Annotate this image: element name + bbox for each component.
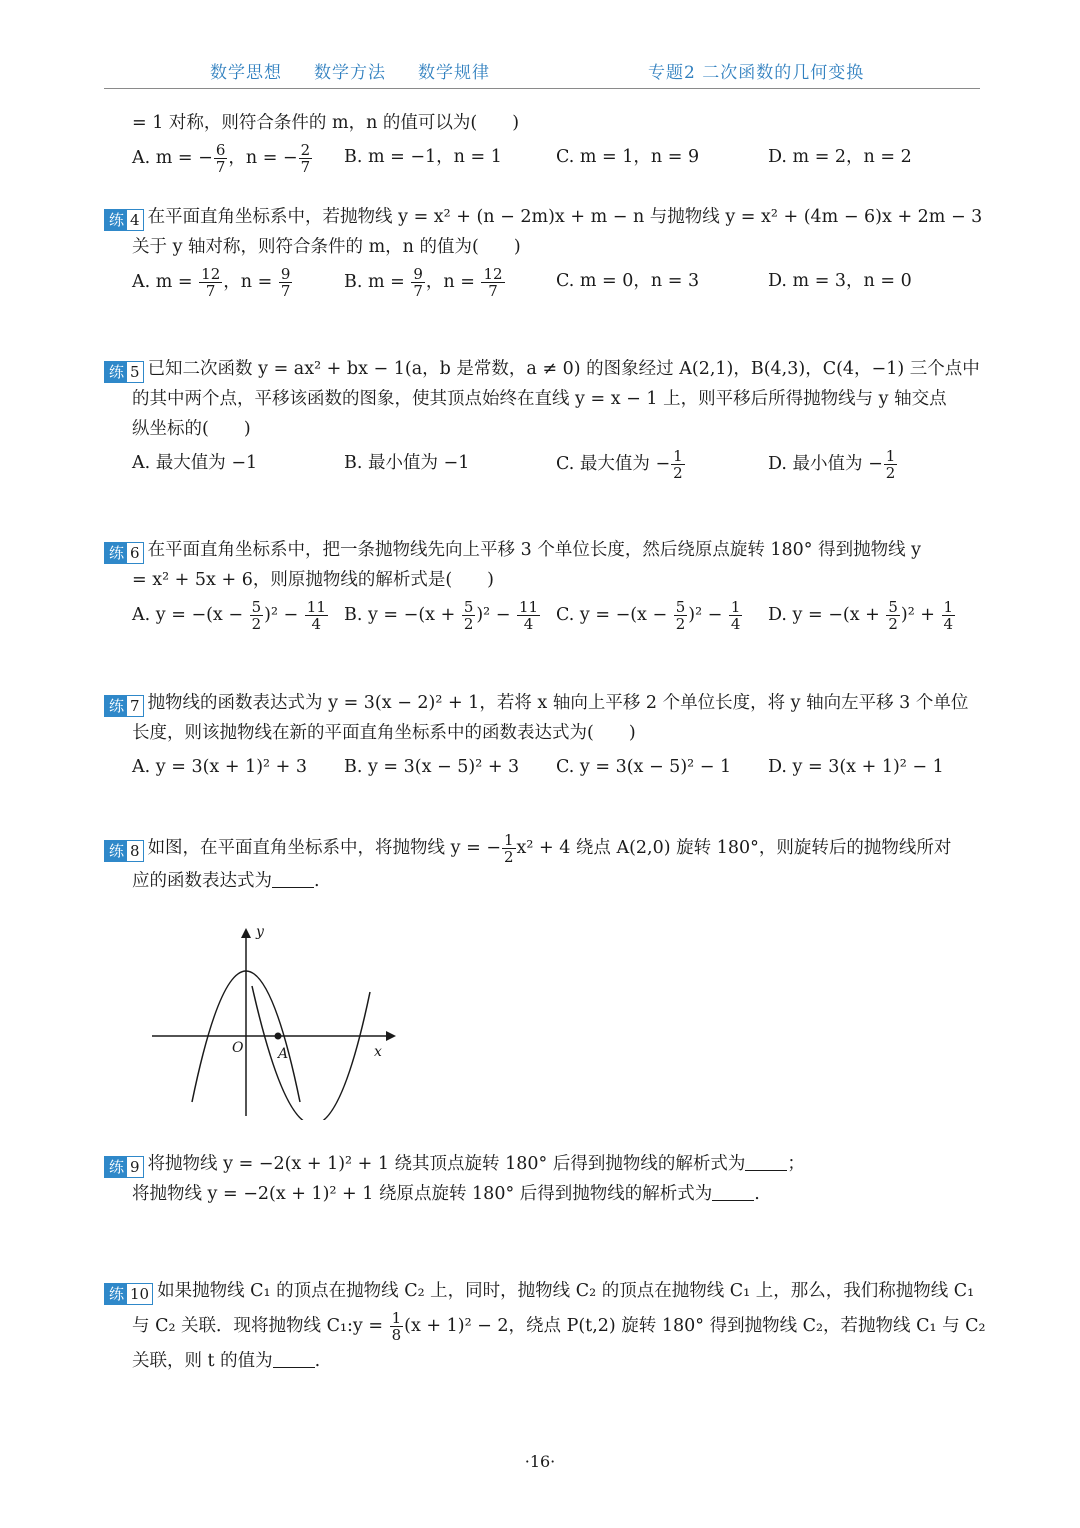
- answer-blank[interactable]: [712, 1182, 754, 1201]
- q5-option-b[interactable]: B. 最小值为 −1: [344, 453, 470, 473]
- question-5: [104, 354, 980, 490]
- q6-options: [132, 595, 980, 641]
- q7-option-d[interactable]: D. y = 3(x + 1)² − 1: [768, 757, 944, 777]
- q6-line-1: 在平面直角坐标系中，把一条抛物线先向上平移 3 个单位长度，然后绕原点旋转 180° 得到抛物线 y: [147, 540, 922, 560]
- q4-option-b[interactable]: B. m = $\frac{9}{7}$ ，n = $\frac{12}{7}$: [344, 265, 503, 300]
- q10-fraction: $\frac{1}{8}$: [391, 1309, 402, 1344]
- q8-line-2: 应的函数表达式为: [132, 871, 272, 891]
- exercise-tag: 练 7: [104, 695, 144, 717]
- q3-option-d[interactable]: D. m = 2，n = 2: [768, 147, 912, 167]
- q3-option-b[interactable]: B. m = −1，n = 1: [344, 147, 502, 167]
- q5-option-c[interactable]: C. 最大值为 − $\frac{1}{2}$: [556, 447, 683, 482]
- header-right: 专题2 二次函数的几何变换: [648, 63, 865, 83]
- q7-option-c[interactable]: C. y = 3(x − 5)² − 1: [556, 757, 732, 777]
- question-6: [104, 535, 980, 641]
- q4-option-d[interactable]: D. m = 3，n = 0: [768, 271, 912, 291]
- question-9: 练 9 将抛物线 y = −2(x + 1)² + 1 绕其顶点旋转 180° 后得到抛物线的解析式为 ； 将抛物线 y = −2(x + 1)² + 1 绕原点旋转 180° 后得到抛物线的解析式为 .: [104, 1149, 980, 1209]
- rotated-parabola: [252, 986, 370, 1120]
- y-axis-arrow: [241, 928, 251, 938]
- q3-option-c[interactable]: C. m = 1，n = 9: [556, 147, 700, 167]
- question-7: [104, 688, 980, 794]
- q6-line-2: = x² + 5x + 6，则原抛物线的解析式是( ): [132, 570, 494, 590]
- q4-line-2: 关于 y 轴对称，则符合条件的 m，n 的值为( ): [132, 237, 521, 257]
- header-left-2: 数学方法: [314, 63, 386, 83]
- exercise-tag: 练 5: [104, 361, 144, 383]
- q6-option-c[interactable]: C. y = −(x − $\frac{5}{2}$ )² − $\frac{1}{4}$: [556, 598, 741, 633]
- q7-line-1: 抛物线的函数表达式为 y = 3(x − 2)² + 1，若将 x 轴向上平移 2 个单位长度，将 y 轴向左平移 3 个单位: [147, 693, 969, 713]
- q8-line-1-pre: 如图，在平面直角坐标系中，将抛物线 y = −: [147, 838, 501, 858]
- x-label: x: [374, 1044, 382, 1060]
- q6-option-d[interactable]: D. y = −(x + $\frac{5}{2}$ )² + $\frac{1}{4}$: [768, 598, 954, 633]
- q8-figure: [140, 920, 410, 1120]
- q7-option-b[interactable]: B. y = 3(x − 5)² + 3: [344, 757, 520, 777]
- q7-option-a[interactable]: A. y = 3(x + 1)² + 3: [132, 757, 307, 777]
- exercise-tag: 练 10: [104, 1283, 153, 1305]
- question-8: 练 8 如图，在平面直角坐标系中，将抛物线 y = − $\frac{1}{2}$ x² + 4 绕点 A(2,0) 旋转 180°，则旋转后的抛物线所对 应的函数表达式为 .: [104, 830, 980, 896]
- exercise-tag: 练 4: [104, 209, 144, 231]
- answer-blank[interactable]: [272, 869, 314, 888]
- point-a: [275, 1033, 282, 1040]
- q4-line-1: 在平面直角坐标系中，若抛物线 y = x² + (n − 2m)x + m − n 与抛物线 y = x² + (4m − 6)x + 2m − 3: [147, 207, 983, 227]
- q5-option-a[interactable]: A. 最大值为 −1: [132, 453, 258, 473]
- y-label: y: [256, 924, 264, 940]
- q10-line-2-pre: 与 C₂ 关联．现将抛物线 C₁:y =: [132, 1316, 389, 1336]
- q3-option-a[interactable]: A. m = − $\frac{6}{7}$ ，n = − $\frac{2}{7}$: [132, 141, 311, 176]
- q5-line-3: 纵坐标的( ): [132, 419, 251, 439]
- q3-text: = 1 对称，则符合条件的 m，n 的值可以为( ): [132, 113, 520, 133]
- q6-option-b[interactable]: B. y = −(x + $\frac{5}{2}$ )² − $\frac{11}{4}$: [344, 598, 539, 633]
- q4-options: [132, 262, 980, 308]
- q7-options: [132, 748, 980, 794]
- q4-option-a[interactable]: A. m = $\frac{12}{7}$ ，n = $\frac{9}{7}$: [132, 265, 291, 300]
- header-left-1: 数学思想: [210, 63, 282, 83]
- q4-option-c[interactable]: C. m = 0，n = 3: [556, 271, 700, 291]
- q5-line-1: 已知二次函数 y = ax² + bx − 1(a，b 是常数，a ≠ 0) 的图象经过 A(2,1)，B(4,3)，C(4，−1) 三个点中: [147, 359, 980, 379]
- question-10: 练 10 如果抛物线 C₁ 的顶点在抛物线 C₂ 上，同时，抛物线 C₂ 的顶点在抛物线 C₁ 上，那么，我们称抛物线 C₁ 与 C₂ 关联．现将抛物线 C₁:y = $\frac{1}{8}$ (x + 1)² − 2，绕点 P(t,2) 旋转 180° 得到抛物线 C₂，若抛物线 C₁ 与 C₂ 关联，则 t 的值为 .: [104, 1276, 980, 1376]
- exercise-tag: 练 9: [104, 1156, 144, 1178]
- q10-line-1: 如果抛物线 C₁ 的顶点在抛物线 C₂ 上，同时，抛物线 C₂ 的顶点在抛物线 C₁ 上，那么，我们称抛物线 C₁: [157, 1281, 975, 1301]
- q6-option-a[interactable]: A. y = −(x − $\frac{5}{2}$ )² − $\frac{11}{4}$: [132, 598, 326, 633]
- q8-line-1-post: x² + 4 绕点 A(2,0) 旋转 180°，则旋转后的抛物线所对: [516, 838, 952, 858]
- q5-line-2: 的其中两个点，平移该函数的图象，使其顶点始终在直线 y = x − 1 上，则平移后所得抛物线与 y 轴交点: [132, 389, 947, 409]
- answer-blank[interactable]: [273, 1349, 315, 1368]
- answer-blank[interactable]: [745, 1152, 787, 1171]
- header-left-3: 数学规律: [418, 63, 490, 83]
- q8-fraction: $\frac{1}{2}$: [503, 831, 514, 866]
- q10-line-2-post: (x + 1)² − 2，绕点 P(t,2) 旋转 180° 得到抛物线 C₂，若抛物线 C₁ 与 C₂: [404, 1316, 986, 1336]
- q3-options: [132, 138, 980, 184]
- q7-line-2: 长度，则该抛物线在新的平面直角坐标系中的函数表达式为( ): [132, 723, 636, 743]
- q5-options: [132, 444, 980, 490]
- question-4: [104, 202, 983, 308]
- q9-line-2: 将抛物线 y = −2(x + 1)² + 1 绕原点旋转 180° 后得到抛物线的解析式为: [132, 1184, 713, 1204]
- page-header: [104, 58, 980, 89]
- exercise-tag: 练 6: [104, 542, 144, 564]
- origin-label: O: [232, 1040, 244, 1056]
- q5-option-d[interactable]: D. 最小值为 − $\frac{1}{2}$: [768, 447, 896, 482]
- page-number: ·16·: [524, 1452, 556, 1471]
- q9-line-1: 将抛物线 y = −2(x + 1)² + 1 绕其顶点旋转 180° 后得到抛物线的解析式为: [147, 1154, 746, 1174]
- exercise-tag: 练 8: [104, 840, 144, 862]
- point-a-label: A: [278, 1046, 289, 1062]
- x-axis-arrow: [386, 1031, 396, 1041]
- question-3-continued: [104, 108, 980, 184]
- q10-line-3: 关联，则 t 的值为: [132, 1351, 273, 1371]
